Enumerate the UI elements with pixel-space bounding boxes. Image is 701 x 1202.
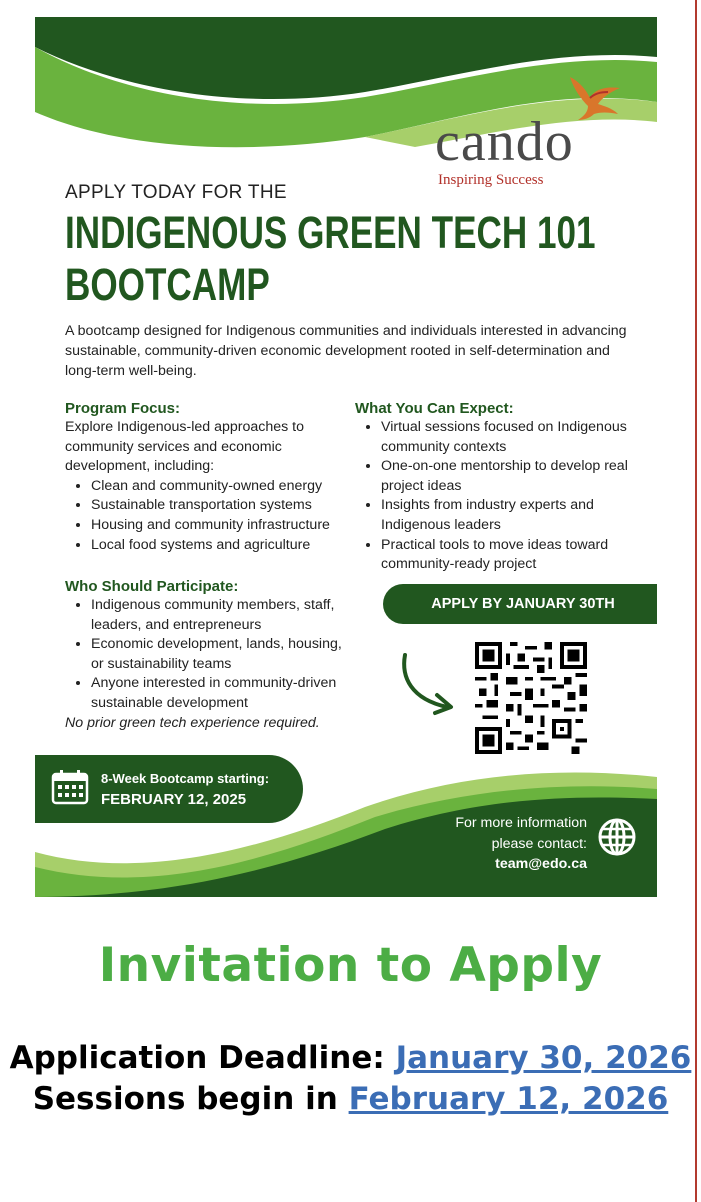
logo-wordmark: cando <box>435 111 574 173</box>
globe-icon <box>597 817 637 857</box>
expect-section <box>355 399 640 575</box>
application-deadline-line <box>0 1038 701 1079</box>
poster-kicker: APPLY TODAY FOR THE <box>65 182 287 203</box>
contact-email[interactable]: team@edo.ca <box>495 856 587 872</box>
deadline-date-link[interactable]: January 30, 2026 <box>395 1040 692 1076</box>
title-line-2: BOOTCAMP <box>65 259 270 310</box>
list-item: • Sustainable transportation systems <box>91 496 355 516</box>
arrow-icon <box>395 647 465 717</box>
poster-description: A bootcamp designed for Indigenous communities and individuals interested in advancing sustainable, community-driven economic development rooted in self-determination and long-term well-being. <box>65 323 627 379</box>
list-item: • Virtual sessions focused on Indigenous community contexts <box>381 418 640 457</box>
bootcamp-poster <box>35 17 657 897</box>
invitation-heading: Invitation to Apply <box>98 938 603 993</box>
title-line-1: INDIGENOUS GREEN TECH 101 <box>65 207 596 258</box>
expect-heading: What You Can Expect: <box>355 400 514 417</box>
participate-heading: Who Should Participate: <box>65 578 239 595</box>
expect-list <box>355 418 640 575</box>
participate-section <box>65 577 350 733</box>
contact-line-1: For more information <box>455 815 587 831</box>
contact-line-2: please contact: <box>491 835 587 852</box>
page-edge-rule <box>695 0 697 1202</box>
list-item: • Indigenous community members, staff, leaders, and entrepreneurs <box>91 596 350 635</box>
apply-by-banner: APPLY BY JANUARY 30TH <box>383 584 657 624</box>
program-focus-intro: Explore Indigenous-led approaches to community services and economic development, including: <box>65 419 304 475</box>
qr-code-icon[interactable] <box>475 642 587 754</box>
list-item: • Economic development, lands, housing, or sustainability teams <box>91 635 350 674</box>
contact-info <box>455 813 587 875</box>
poster-title <box>65 207 611 311</box>
list-item: • Clean and community-owned energy <box>91 477 355 497</box>
start-date: FEBRUARY 12, 2025 <box>101 791 247 808</box>
deadline-block <box>0 1038 701 1120</box>
list-item: • Practical tools to move ideas toward community-ready project <box>381 536 640 575</box>
list-item: • Local food systems and agriculture <box>91 536 355 556</box>
sessions-label: Sessions begin in <box>32 1081 338 1117</box>
list-item: • Insights from industry experts and Indigenous leaders <box>381 496 640 535</box>
program-focus-heading: Program Focus: <box>65 400 181 417</box>
logo-tagline: Inspiring Success <box>438 172 544 188</box>
deadline-label: Application Deadline: <box>9 1040 385 1076</box>
calendar-icon <box>51 769 89 805</box>
start-label: 8-Week Bootcamp starting: <box>101 771 270 786</box>
sessions-date-link[interactable]: February 12, 2026 <box>348 1081 669 1117</box>
cando-logo <box>435 72 635 192</box>
program-focus-section <box>65 399 355 555</box>
experience-note: No prior green tech experience required. <box>65 714 320 731</box>
list-item: • One-on-one mentorship to develop real project ideas <box>381 457 640 496</box>
list-item: • Housing and community infrastructure <box>91 516 355 536</box>
list-item: • Anyone interested in community-driven sustainable development <box>91 674 350 713</box>
program-focus-list <box>65 477 355 555</box>
participate-list <box>65 596 350 714</box>
sessions-begin-line <box>0 1079 701 1120</box>
bootcamp-start-badge <box>35 755 303 823</box>
